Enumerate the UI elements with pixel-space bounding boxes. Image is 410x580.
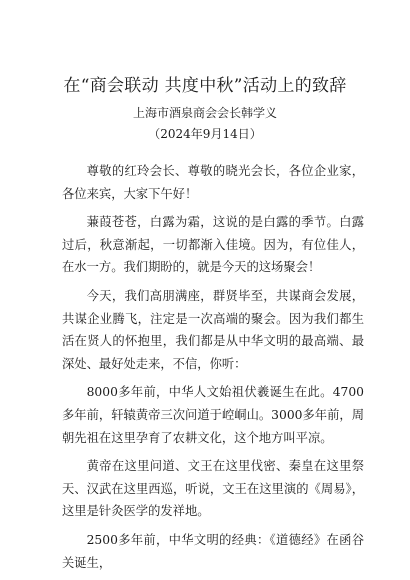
- speech-body: [62, 160, 364, 580]
- paragraph: 蒹葭苍苍，白露为霜，这说的是白露的季节。白露过后，秋意渐起，一切都渐入佳境。因为，有位佳人，在水一方。我们期盼的，就是今天的这场聚会！: [62, 215, 364, 275]
- speech-date: （2024年9月14日）: [148, 127, 262, 141]
- speaker-line: 上海市酒泉商会会长韩学义: [132, 106, 277, 120]
- paragraph: 黄帝在这里问道、文王在这里伐密、秦皇在这里祭天、汉武在这里西巡，听说，文王在这里演的《周易》，这里是针灸医学的发祥地。: [62, 459, 364, 519]
- paragraph: 8000多年前，中华人文始祖伏羲诞生在此。4700多年前，轩辕黄帝三次问道于崆峒山。3000多年前，周朝先祖在这里孕育了农耕文化，这个地方叫平凉。: [62, 385, 364, 445]
- speech-title: 在“商会联动 共度中秋”活动上的致辞: [63, 76, 347, 96]
- paragraph: 尊敬的红玲会长、尊敬的晓光会长，各位企业家，各位来宾，大家下午好！: [62, 164, 364, 201]
- paragraph: 今天，我们高朋满座，群贤毕至，共谋商会发展，共谋企业腾飞，注定是一次高端的聚会。因为我们都生活在贤人的怀抱里，我们都是从中华文明的最高端、最深处、最好处走来，不信，你听：: [62, 288, 364, 371]
- paragraph: 2500多年前，中华文明的经典：《道德经》在函谷关诞生，: [62, 532, 364, 570]
